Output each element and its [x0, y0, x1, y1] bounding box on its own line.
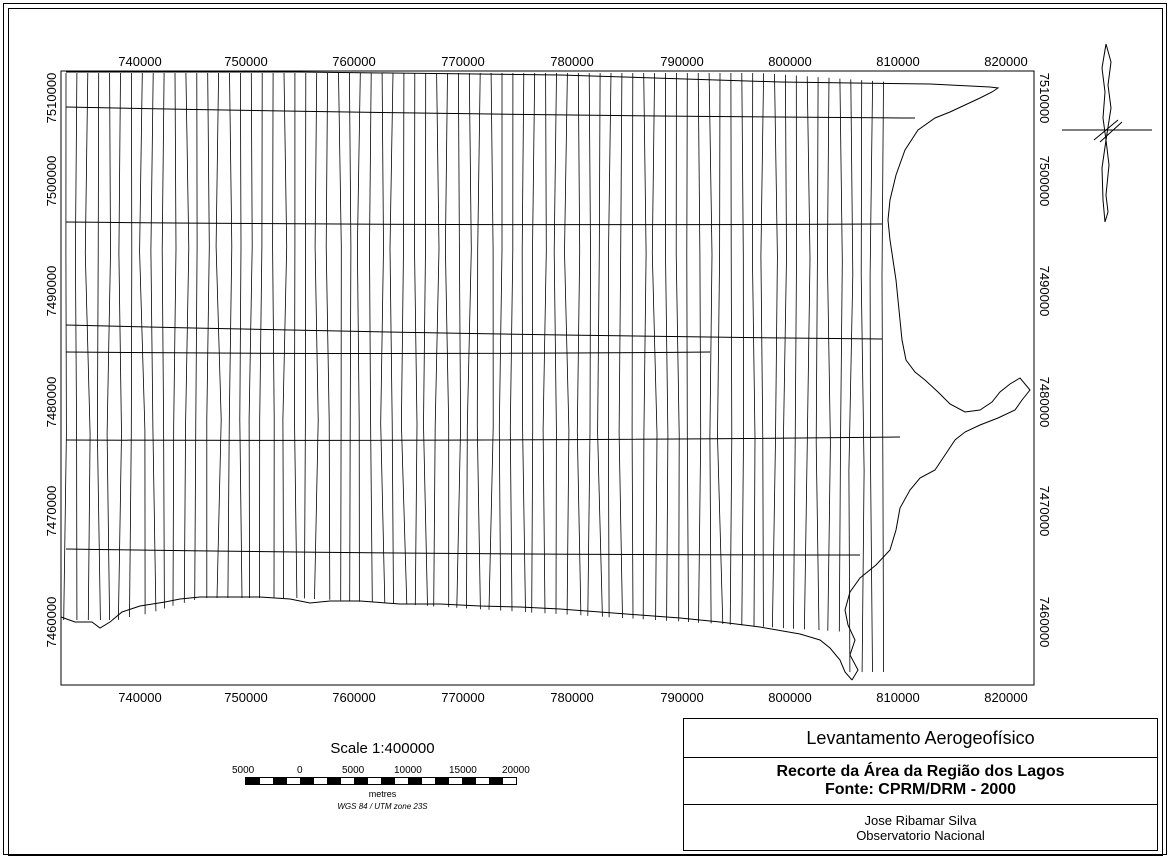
flight-line	[304, 73, 305, 598]
x-tick-label: 750000	[224, 54, 268, 69]
x-tick-label: 810000	[876, 54, 920, 69]
scale-number: 5000	[342, 765, 365, 776]
flight-line	[401, 73, 406, 604]
flight-line	[588, 73, 591, 616]
flight-line	[772, 74, 777, 627]
flight-line	[804, 76, 810, 629]
x-tick-label: 800000	[768, 54, 812, 69]
x-axis-top-labels	[118, 54, 1027, 69]
x-tick-label: 750000	[224, 690, 268, 705]
flight-line	[554, 73, 556, 614]
flight-line	[730, 73, 732, 625]
flight-line	[184, 73, 189, 603]
scale-number: 0	[297, 765, 303, 776]
scale-number: 5000	[232, 765, 255, 776]
flight-line	[140, 73, 146, 614]
title-block	[683, 718, 1158, 851]
flight-line	[467, 73, 472, 609]
x-tick-label: 770000	[441, 54, 485, 69]
survey-boundary	[66, 72, 930, 84]
flight-line	[216, 73, 221, 598]
y-tick-label: 7490000	[1037, 265, 1052, 317]
flight-line	[97, 73, 100, 620]
flight-line	[861, 80, 864, 672]
projection-label: WGS 84 / UTM zone 23S	[337, 802, 428, 811]
flight-line	[349, 73, 351, 601]
x-axis-bottom-labels	[118, 690, 1027, 705]
x-tick-label: 740000	[118, 690, 162, 705]
flight-line	[339, 73, 342, 600]
flight-lines	[64, 73, 884, 672]
flight-line	[489, 73, 493, 610]
y-tick-label: 7460000	[1037, 596, 1052, 648]
flight-line	[499, 73, 502, 611]
scale-number: 15000	[449, 765, 477, 776]
scale-bar	[245, 777, 517, 785]
flight-line	[273, 73, 275, 598]
flight-line	[151, 73, 156, 611]
flight-line	[445, 73, 448, 607]
flight-line	[240, 73, 242, 598]
flight-line	[698, 73, 701, 623]
x-tick-label: 820000	[984, 54, 1028, 69]
flight-line	[783, 75, 786, 628]
flight-line	[652, 73, 657, 620]
flight-line	[85, 73, 90, 620]
flight-line	[793, 76, 796, 629]
y-tick-label: 7500000	[1037, 155, 1052, 207]
flight-line	[173, 73, 176, 606]
x-tick-label: 790000	[660, 690, 704, 705]
x-tick-label: 780000	[550, 690, 594, 705]
y-tick-label: 7470000	[44, 485, 59, 537]
coastline-south	[61, 597, 852, 680]
flight-line	[522, 73, 525, 612]
flight-line	[577, 73, 581, 615]
flight-line	[283, 73, 287, 598]
x-tick-label: 800000	[768, 690, 812, 705]
x-tick-label: 820000	[984, 690, 1028, 705]
flight-line	[424, 73, 428, 606]
x-tick-label: 760000	[332, 54, 376, 69]
flight-line	[632, 73, 633, 619]
flight-line	[477, 73, 480, 609]
flight-line	[543, 73, 546, 613]
flight-line	[666, 73, 668, 621]
title-heading: Levantamento Aerogeofísico	[684, 719, 1157, 758]
coastline-east	[845, 84, 1030, 680]
tie-line	[66, 325, 882, 339]
flight-line	[118, 73, 121, 620]
flight-line	[326, 73, 330, 600]
flight-line	[381, 73, 385, 603]
y-tick-label: 7510000	[44, 72, 59, 124]
flight-line	[130, 73, 132, 617]
flight-line	[687, 73, 689, 622]
flight-line	[415, 73, 418, 605]
y-tick-label: 7480000	[1037, 376, 1052, 428]
flight-line	[827, 78, 830, 631]
flight-line	[510, 73, 513, 611]
flight-line	[434, 73, 439, 607]
flight-line	[357, 73, 360, 602]
flight-line	[457, 73, 461, 608]
title-subtitle	[684, 757, 1157, 805]
subtitle-line-1: Recorte da Área da Região dos Lagos	[776, 763, 1065, 780]
title-credits	[684, 805, 1157, 852]
institution-name: Observatorio Nacional	[856, 828, 985, 843]
flight-line	[162, 73, 164, 609]
tie-line	[66, 437, 900, 440]
north-arrow-icon	[1062, 44, 1152, 222]
scale-number: 10000	[394, 765, 422, 776]
tie-line	[66, 107, 915, 118]
flight-line	[390, 73, 394, 604]
y-axis-right-labels	[1037, 73, 1052, 648]
y-tick-label: 7470000	[1037, 485, 1052, 537]
flight-line	[882, 82, 884, 672]
flight-line	[370, 73, 373, 602]
x-tick-label: 760000	[332, 690, 376, 705]
flight-line	[839, 79, 842, 632]
flight-line	[75, 73, 77, 620]
flight-line	[742, 73, 744, 625]
y-tick-label: 7510000	[1037, 72, 1052, 124]
x-tick-label: 740000	[118, 54, 162, 69]
flight-line	[565, 73, 569, 615]
tie-line	[66, 549, 860, 555]
scale-units: metres	[368, 789, 397, 799]
x-tick-label: 790000	[660, 54, 704, 69]
flight-line	[709, 73, 712, 623]
flight-line	[870, 81, 873, 672]
flight-line	[761, 73, 764, 626]
x-tick-label: 810000	[876, 690, 920, 705]
flight-line	[295, 73, 297, 598]
y-tick-label: 7460000	[44, 596, 59, 648]
flight-line	[107, 73, 110, 620]
scale-number: 20000	[502, 765, 530, 776]
tie-line	[66, 352, 710, 354]
flight-line	[207, 73, 210, 598]
flight-line	[260, 73, 263, 598]
flight-line	[608, 73, 611, 617]
flight-line	[64, 73, 67, 620]
flight-line	[249, 73, 252, 598]
flight-line	[315, 73, 319, 599]
flight-line	[598, 73, 603, 617]
y-tick-label: 7480000	[44, 376, 59, 428]
flight-line	[643, 73, 646, 619]
flight-line	[752, 73, 755, 626]
flight-line	[676, 73, 679, 621]
flight-line	[619, 73, 622, 618]
flight-line	[849, 79, 853, 672]
subtitle-line-2: Fonte: CPRM/DRM - 2000	[824, 781, 1017, 798]
y-tick-label: 7500000	[44, 155, 59, 207]
scale-title: Scale 1:400000	[330, 740, 435, 757]
flight-line	[195, 73, 197, 600]
y-axis-left-labels	[44, 73, 59, 648]
author-name: Jose Ribamar Silva	[864, 813, 977, 828]
flight-line	[228, 73, 232, 598]
flight-line	[816, 77, 819, 630]
x-tick-label: 770000	[441, 690, 485, 705]
x-tick-label: 780000	[550, 54, 594, 69]
y-tick-label: 7490000	[44, 265, 59, 317]
flight-line	[532, 73, 535, 613]
flight-line	[718, 73, 723, 624]
